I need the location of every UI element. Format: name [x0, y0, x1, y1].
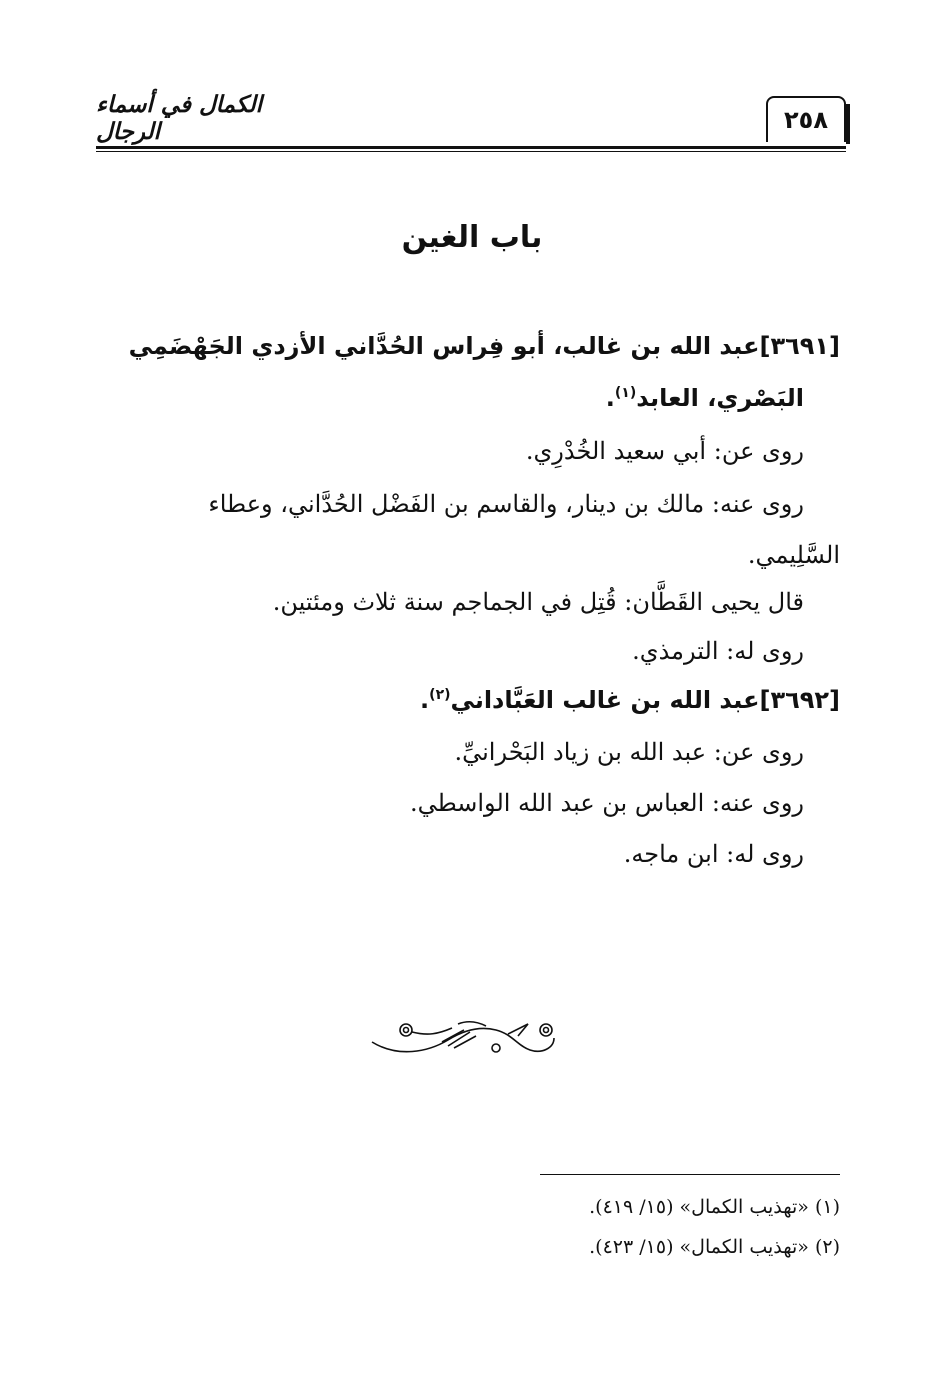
footnote-1: (١) «تهذيب الكمال» (١٥/ ٤١٩). — [589, 1196, 840, 1218]
entry-1-number: [٣٦٩١] — [759, 332, 840, 360]
entry-1-line-2: روى عنه: مالك بن دينار، والقاسم بن الفَضْل الحُدَّاني، وعطاء — [208, 490, 804, 518]
footnote-2: (٢) «تهذيب الكمال» (١٥/ ٤٢٣). — [589, 1236, 840, 1258]
entry-1-name-line2: البَصْري، العابد — [636, 384, 804, 412]
footnote-rule — [540, 1174, 840, 1175]
entry-2-line-3: روى له: ابن ماجه. — [623, 840, 804, 868]
header-rule — [96, 146, 846, 149]
book-title: الكمال في أسماء الرجال — [96, 91, 263, 145]
header-rule-thin — [96, 151, 846, 152]
entry-2-line-2: روى عنه: العباس بن عبد الله الواسطي. — [409, 789, 804, 817]
page-number: ٢٥٨ — [766, 96, 846, 142]
entry-2-line-1: روى عن: عبد الله بن زياد البَحْرانيِّ. — [454, 738, 804, 766]
chapter-title: باب الغين — [401, 220, 543, 255]
entry-2-name: عبد الله بن غالب العَبَّاداني — [450, 686, 760, 714]
ornament-flourish-icon — [368, 1012, 564, 1060]
entry-1-line-4: قال يحيى القَطَّان: قُتِل في الجماجم سنة ثلاث ومئتين. — [272, 588, 804, 616]
entry-1-name-line1: عبد الله بن غالب، أبو فِراس الحُدَّاني الأزدي الجَهْضَمِي — [128, 332, 760, 360]
page-header — [96, 92, 846, 154]
entry-1-line-3: السَّلِيمي. — [747, 541, 840, 569]
entry-1-line-1: روى عن: أبي سعيد الخُدْرِي. — [525, 437, 804, 465]
entry-2-number: [٣٦٩٢] — [759, 686, 840, 714]
entry-2-period: . — [420, 686, 430, 714]
footnote-ref-1: (١) — [614, 385, 637, 401]
footnote-ref-2: (٢) — [429, 687, 451, 703]
entry-1-heading-cont — [64, 384, 840, 412]
entry-1-period: . — [605, 384, 615, 412]
entry-2-heading — [100, 686, 840, 714]
entry-1-heading — [100, 332, 840, 360]
entry-1-line-5: روى له: الترمذي. — [632, 637, 804, 665]
